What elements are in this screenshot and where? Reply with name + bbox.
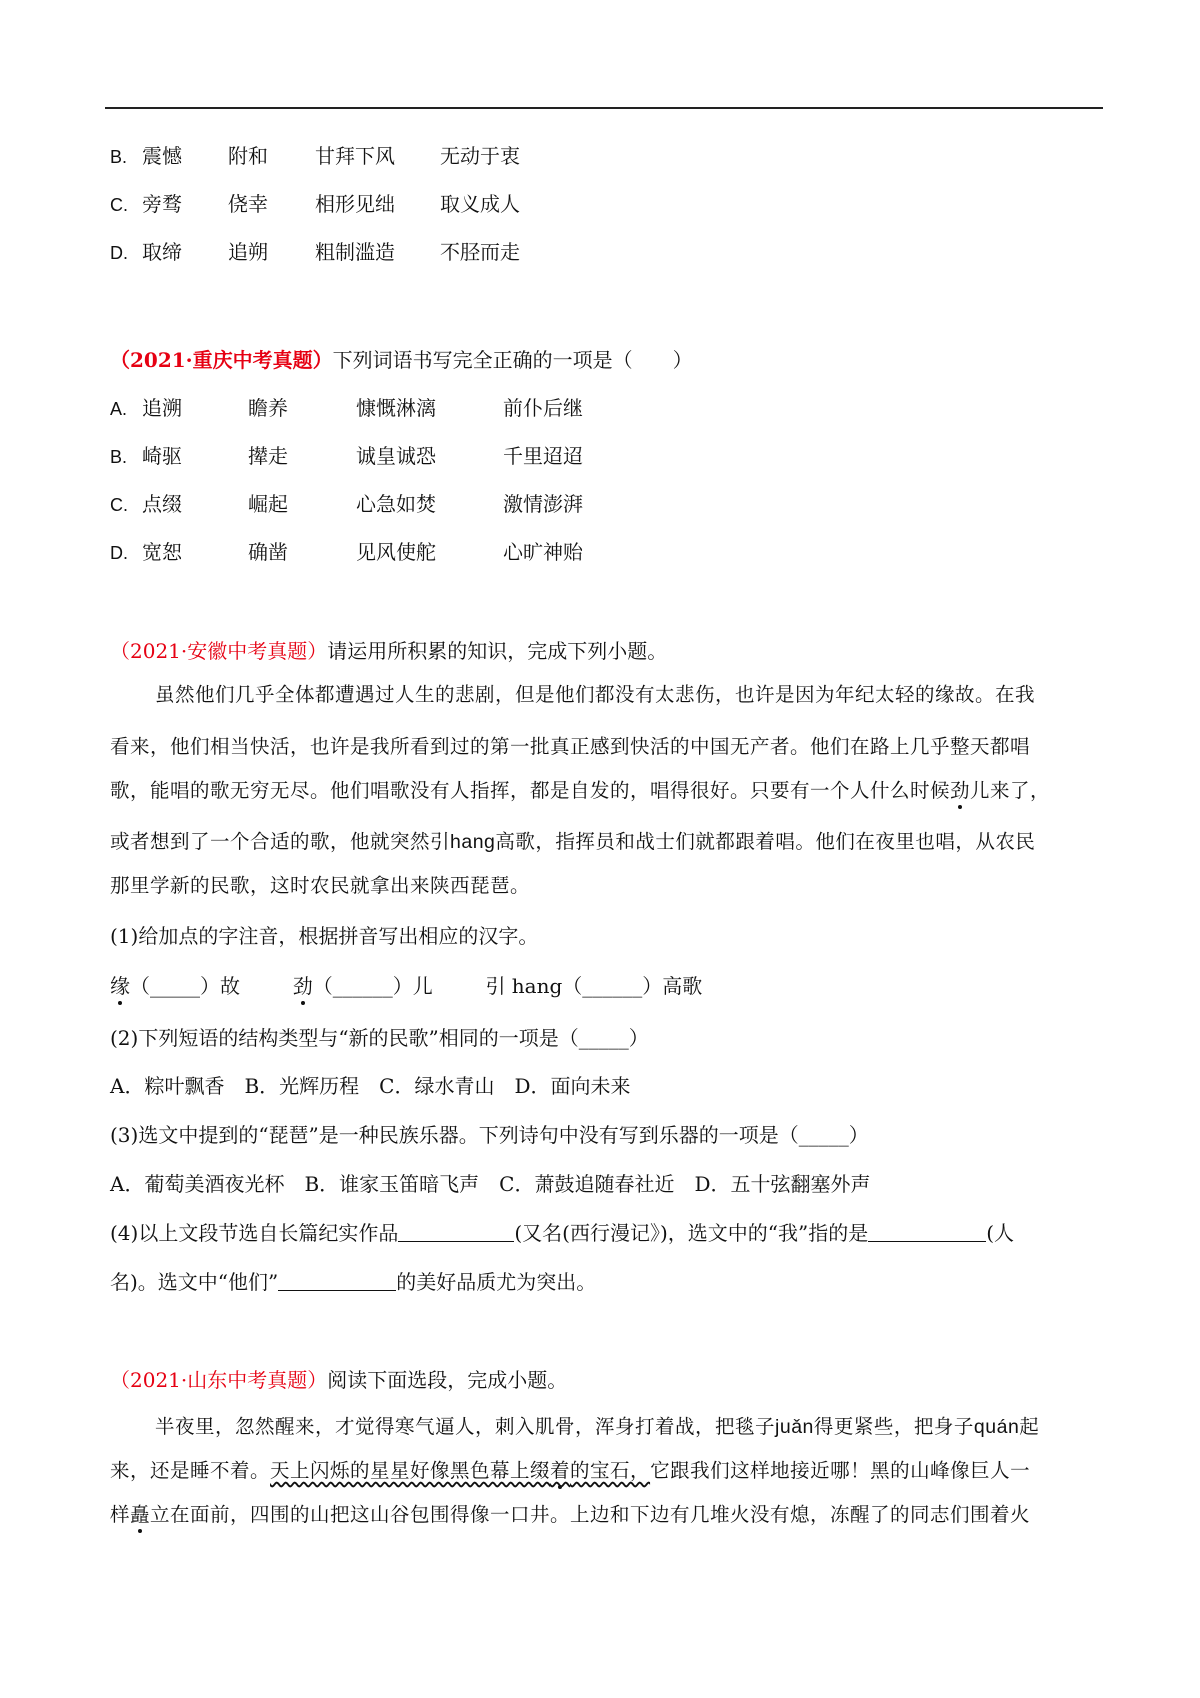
question-stem: 请运用所积累的知识，完成下列小题。 <box>327 639 668 663</box>
passage-line: 或者想到了一个合适的歌，他就突然引hang高歌，指挥员和战士们就都跟着唱。他们在夜里也唱，从农民 <box>110 830 1036 853</box>
question-source: （2021·安徽中考真题） <box>110 639 328 663</box>
question-source: （2021·重庆中考真题） <box>110 348 333 372</box>
option-word: 相形见绌 <box>315 192 395 216</box>
option-word: 点缀 <box>142 492 182 516</box>
blank-jin[interactable]: （______）儿 <box>312 974 433 998</box>
option-label: C. <box>110 195 128 215</box>
passage-line: 那里学新的民歌，这时农民就拿出来陕西琵琶。 <box>110 874 531 897</box>
option-word: 震憾 <box>142 144 182 168</box>
blank-book[interactable] <box>398 1223 514 1242</box>
dotted-char: 着 <box>550 1459 571 1482</box>
pinyin: quán <box>973 1416 1020 1438</box>
blank-hang[interactable]: 引 hang（______）高歌 <box>485 974 703 998</box>
header-rule <box>105 107 1103 109</box>
option-label: A. <box>110 399 128 419</box>
prev-option-c <box>110 190 520 219</box>
option-word: 千里迢迢 <box>503 444 583 468</box>
option-word: 激情澎湃 <box>503 492 583 516</box>
option-word: 取缔 <box>142 240 182 264</box>
passage-line: 虽然他们几乎全体都遭遇过人生的悲剧，但是他们都没有太悲伤，也许是因为年纪太轻的缘故。在我 <box>155 683 1036 706</box>
pinyin: hang <box>450 831 496 853</box>
blank-quality[interactable] <box>278 1272 396 1291</box>
passage-line: 歌，能唱的歌无穷无尽。他们唱歌没有人指挥，都是自发的，唱得很好。只要有一个人什么时候劲儿来了， <box>110 779 1051 802</box>
sub-question-4: (4)以上文段节选自长篇纪实作品 (又名(西行漫记》)，选文中的“我”指的是 (人 <box>110 1221 1015 1245</box>
passage-line: 看来，他们相当快活，也许是我所看到过的第一批真正感到快活的中国无产者。他们在路上几乎整天都唱 <box>110 735 1031 758</box>
option-word: 取义成人 <box>440 192 520 216</box>
option-label: D. <box>110 543 128 563</box>
pinyin: juǎn <box>775 1416 814 1438</box>
option-word: 甘拜下风 <box>315 144 395 168</box>
option-word: 见风使舵 <box>356 540 436 564</box>
option-word: 崎驱 <box>142 444 182 468</box>
option-label: C. <box>110 495 128 515</box>
passage-line: 半夜里，忽然醒来，才觉得寒气逼人，刺入肌骨，浑身打着战，把毯子juǎn得更紧些，把身子quán起 <box>155 1415 1040 1438</box>
q1-option-a <box>110 394 583 423</box>
option-word: 心旷神贻 <box>503 540 583 564</box>
dotted-char: 矗 <box>130 1503 151 1526</box>
question-anhui <box>110 637 667 665</box>
option-word: 诚皇诚恐 <box>356 444 436 468</box>
option-word: 心急如焚 <box>356 492 436 516</box>
option-word: 不胫而走 <box>440 240 520 264</box>
question-shandong <box>110 1366 567 1394</box>
option-word: 旁骛 <box>142 192 182 216</box>
q1-option-b <box>110 442 583 471</box>
passage-line: 来，还是睡不着。天上闪烁的星星好像黑色幕上缀着的宝石，它跟我们这样地接近哪！黑的山峰像巨人一 <box>110 1459 1031 1482</box>
option-word: 追朔 <box>228 240 268 264</box>
dotted-char: 劲 <box>950 779 971 802</box>
sub-question-1: (1)给加点的字注音，根据拼音写出相应的汉字。 <box>110 924 539 948</box>
question-chongqing <box>110 346 693 374</box>
option-word: 无动于衷 <box>440 144 520 168</box>
blank-yuan[interactable]: （_____）故 <box>130 974 240 998</box>
question-stem: 下列词语书写完全正确的一项是（ ） <box>332 348 693 372</box>
option-label: B. <box>110 447 128 467</box>
option-word: 追溯 <box>142 396 182 420</box>
option-word: 前仆后继 <box>503 396 583 420</box>
dotted-char: 缘 <box>110 974 130 998</box>
wavy-underline: 天上闪烁的星星好像黑色幕上缀着的宝石， <box>270 1459 651 1482</box>
option-word: 撵走 <box>248 444 288 468</box>
option-word: 崛起 <box>248 492 288 516</box>
sub-question-2-options[interactable]: A．粽叶飘香 B．光辉历程 C．绿水青山 D．面向未来 <box>110 1074 631 1098</box>
question-source: （2021·山东中考真题） <box>110 1368 328 1392</box>
option-label: D. <box>110 243 128 263</box>
option-word: 侥幸 <box>228 192 268 216</box>
sub-question-3-options[interactable]: A．葡萄美酒夜光杯 B．谁家玉笛暗飞声 C．萧鼓追随春社近 D．五十弦翻塞外声 <box>110 1172 871 1196</box>
option-word: 附和 <box>228 144 268 168</box>
option-word: 宽恕 <box>142 540 182 564</box>
prev-option-d <box>110 238 520 267</box>
blank-author[interactable] <box>868 1223 986 1242</box>
sub-question-2: (2)下列短语的结构类型与“新的民歌”相同的一项是（_____） <box>110 1026 649 1050</box>
sub-question-4-cont: 名)。选文中“他们” 的美好品质尤为突出。 <box>110 1270 597 1294</box>
option-word: 慷慨淋漓 <box>356 396 436 420</box>
option-word: 瞻养 <box>248 396 288 420</box>
q1-option-d <box>110 538 583 567</box>
option-word: 确凿 <box>248 540 288 564</box>
question-stem: 阅读下面选段，完成小题。 <box>327 1368 568 1392</box>
option-label: B. <box>110 147 128 167</box>
sub-question-1-blanks <box>110 972 702 1000</box>
sub-question-3: (3)选文中提到的“琵琶”是一种民族乐器。下列诗句中没有写到乐器的一项是（_____） <box>110 1123 869 1147</box>
dotted-char: 劲 <box>292 974 313 998</box>
prev-option-b <box>110 142 520 171</box>
q1-option-c <box>110 490 583 519</box>
passage-line: 样矗立在面前，四围的山把这山谷包围得像一口井。上边和下边有几堆火没有熄，冻醒了的同志们围着火 <box>110 1503 1031 1526</box>
option-word: 粗制滥造 <box>315 240 395 264</box>
